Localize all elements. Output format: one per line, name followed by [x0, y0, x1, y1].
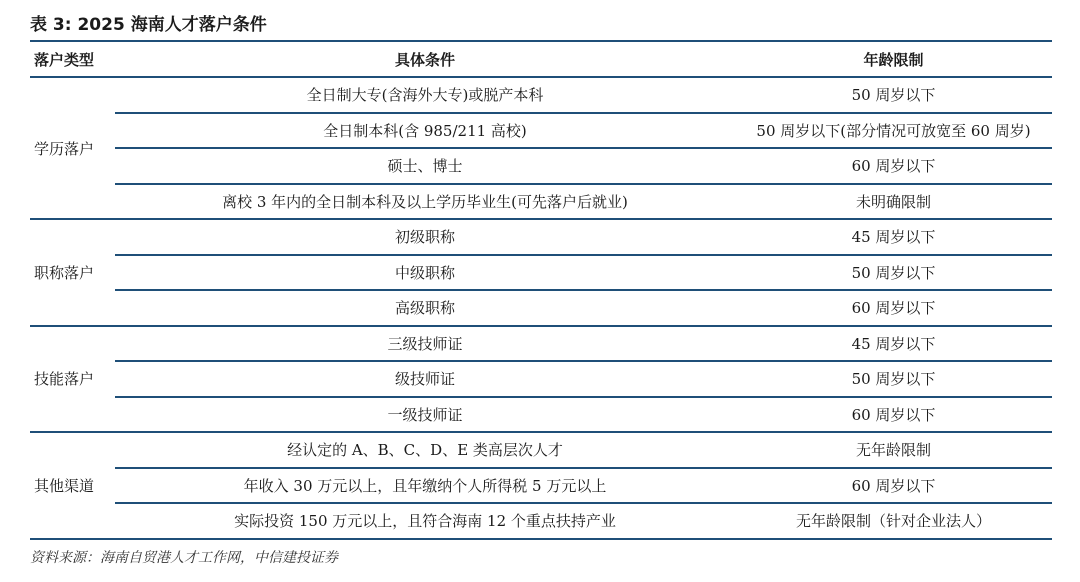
- category-cell: 其他渠道: [30, 432, 115, 539]
- settlement-table: [30, 40, 1052, 540]
- condition-cell: 中级职称: [115, 255, 735, 291]
- condition-cell: 实际投资 150 万元以上，且符合海南 12 个重点扶持产业: [115, 503, 735, 539]
- condition-cell: 高级职称: [115, 290, 735, 326]
- condition-cell: 全日制本科(含 985/211 高校): [115, 113, 735, 149]
- condition-cell: 经认定的 A、B、C、D、E 类高层次人才: [115, 432, 735, 468]
- age-cell: 50 周岁以下(部分情况可放宽至 60 周岁): [735, 113, 1052, 149]
- source-note: 资料来源：海南自贸港人才工作网，中信建投证券: [30, 550, 338, 566]
- table-row: [30, 468, 1052, 504]
- table-header-row: [30, 41, 1052, 77]
- condition-cell: 硕士、博士: [115, 148, 735, 184]
- age-cell: 60 周岁以下: [735, 148, 1052, 184]
- table-row: [30, 77, 1052, 113]
- table-row: [30, 184, 1052, 220]
- header-condition: 具体条件: [115, 41, 735, 77]
- table-row: [30, 219, 1052, 255]
- category-cell: 技能落户: [30, 326, 115, 433]
- table-row: [30, 503, 1052, 539]
- condition-cell: 年收入 30 万元以上，且年缴纳个人所得税 5 万元以上: [115, 468, 735, 504]
- table-row: [30, 255, 1052, 291]
- table-row: [30, 148, 1052, 184]
- age-cell: 45 周岁以下: [735, 326, 1052, 362]
- table-row: [30, 290, 1052, 326]
- age-cell: 无年龄限制: [735, 432, 1052, 468]
- table-row: [30, 432, 1052, 468]
- condition-cell: 初级职称: [115, 219, 735, 255]
- table-row: [30, 113, 1052, 149]
- category-cell: 职称落户: [30, 219, 115, 326]
- age-cell: 50 周岁以下: [735, 361, 1052, 397]
- condition-cell: 离校 3 年内的全日制本科及以上学历毕业生(可先落户后就业): [115, 184, 735, 220]
- condition-cell: 一级技师证: [115, 397, 735, 433]
- age-cell: 45 周岁以下: [735, 219, 1052, 255]
- age-cell: 未明确限制: [735, 184, 1052, 220]
- condition-cell: 三级技师证: [115, 326, 735, 362]
- age-cell: 50 周岁以下: [851, 86, 936, 105]
- table-row: [30, 326, 1052, 362]
- table-title: 表 3: 2025 海南人才落户条件: [30, 15, 267, 35]
- age-cell: 60 周岁以下: [735, 397, 1052, 433]
- header-category: 落户类型: [30, 41, 115, 77]
- age-cell: 无年龄限制（针对企业法人）: [735, 503, 1052, 539]
- category-cell: 学历落户: [34, 139, 95, 158]
- age-cell: 60 周岁以下: [735, 290, 1052, 326]
- age-cell: 50 周岁以下: [735, 255, 1052, 291]
- table-row: [30, 361, 1052, 397]
- table-row: [30, 397, 1052, 433]
- age-cell: 60 周岁以下: [735, 468, 1052, 504]
- condition-cell: 全日制大专(含海外大专)或脱产本科: [306, 86, 544, 105]
- condition-cell: 级技师证: [115, 361, 735, 397]
- header-age: 年龄限制: [735, 41, 1052, 77]
